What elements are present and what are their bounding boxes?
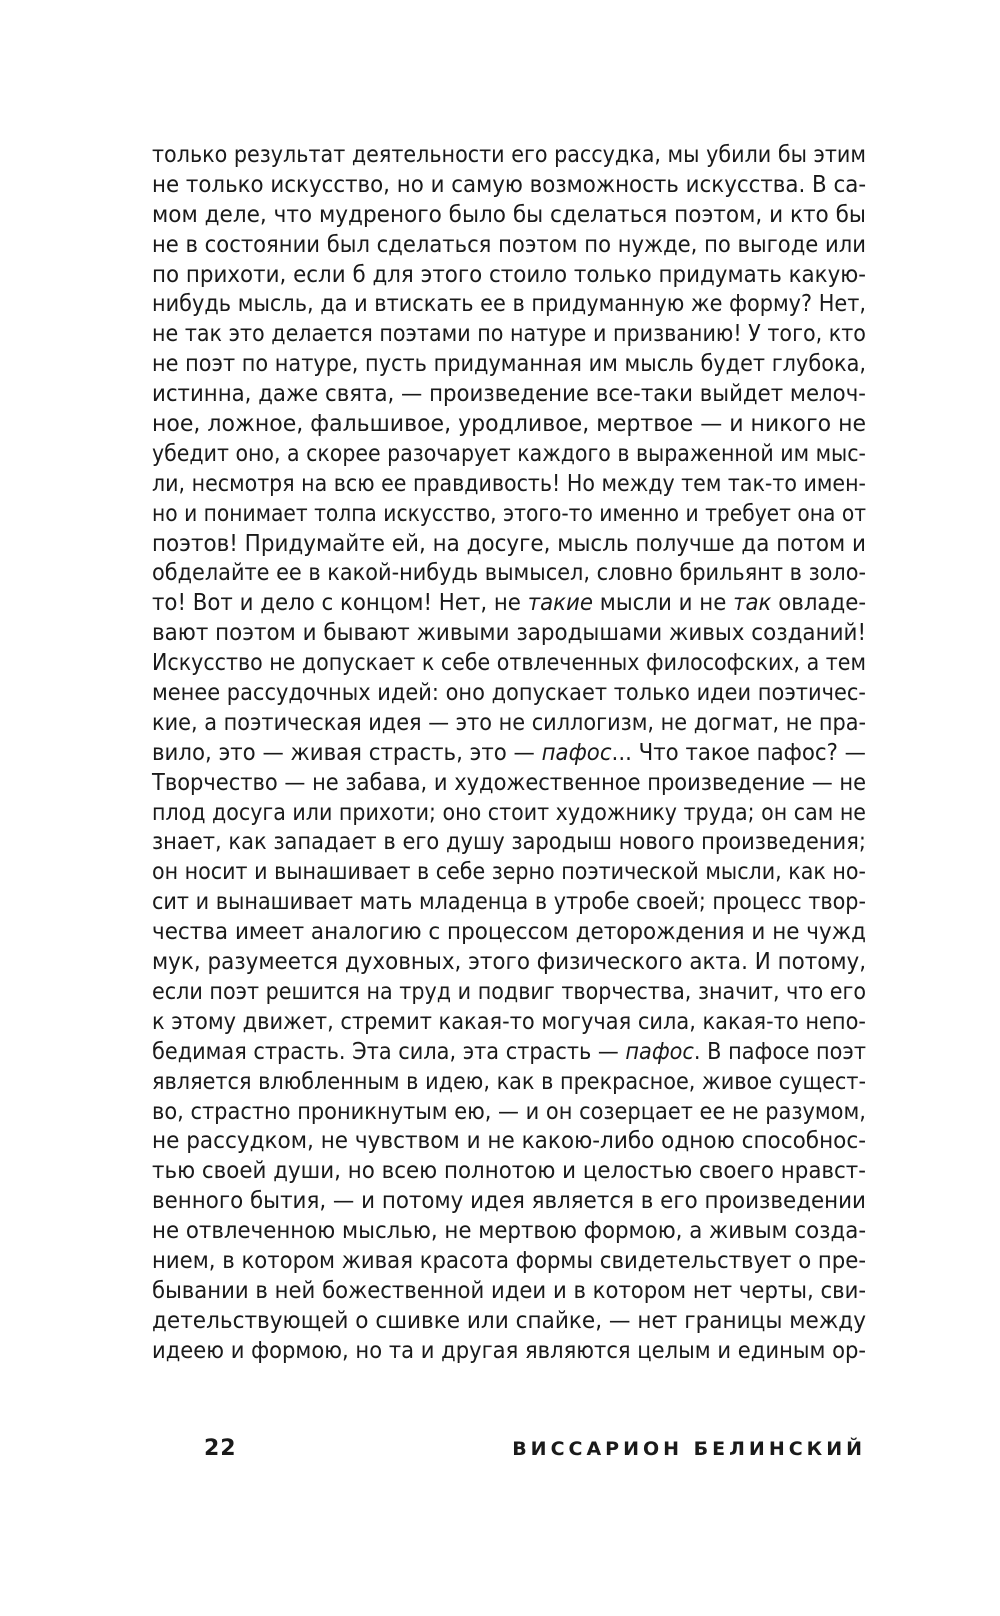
text-line: знает, как западает в его душу зародыш нового произведения; [152,827,866,856]
italic-word: такие [527,588,594,617]
text-line: не только искусство, но и самую возможность искусства. В са- [152,169,867,198]
text-line: не в состоянии был сделаться поэтом по нужде, по выгоде или [152,229,866,258]
text-line: бывании в ней божественной идеи и в котором нет черты, сви- [152,1275,867,1304]
text-segment: вило, это — живая страсть, это — [152,737,542,766]
text-line-with-italics [152,738,866,768]
text-line-with-italics [152,588,866,618]
text-line: во, страстно проникнутым ею, — и он созерцает ее не разумом, [152,1096,866,1125]
text-segment: ... Что такое пафос? — [611,737,866,766]
text-line: плод досуга или прихоти; оно стоит художнику труда; он сам не [152,797,866,826]
text-line: вают поэтом и бывают живыми зародышами живых созданий! [152,618,867,647]
text-line: он носит и вынашивает в себе зерно поэтической мысли, как но- [152,857,866,886]
text-segment: бедимая страсть. Эта сила, эта страсть — [152,1036,626,1065]
text-line: истинна, даже свята, — произведение все-таки выйдет мелоч- [152,379,866,408]
page-footer [152,1436,866,1466]
text-line: не так это делается поэтами по натуре и призванию! У того, кто [152,319,866,348]
text-segment: . В пафосе поэт [693,1036,867,1065]
italic-word: пафос [541,737,612,766]
text-line: Творчество — не забава, и художественное произведение — не [152,767,867,796]
text-line: ли, несмотря на всю ее правдивость! Но между тем так-то имен- [152,468,866,497]
text-line: тью своей души, но всею полнотою и целостью своего нравст- [152,1156,866,1185]
text-line: мук, разумеется духовных, этого физического акта. И потому, [152,947,867,976]
text-line: убедит оно, а скорее разочарует каждого в выраженной им мыс- [152,438,866,467]
text-line: венного бытия, — и потому идея является в его произведении [152,1186,866,1215]
text-segment: мысли и не [593,588,734,617]
text-line: мом деле, что мудреного было бы сделаться поэтом, и кто бы [152,199,866,228]
text-line: если поэт решится на труд и подвиг творчества, значит, что его [152,976,867,1005]
text-line: является влюбленным в идею, как в прекрасное, живое сущест- [152,1066,866,1095]
text-line: поэтов! Придумайте ей, на досуге, мысль получше да потом и [152,528,866,557]
text-line-with-italics [152,1037,866,1067]
text-line: не рассудком, не чувством и не какою-либо одною способнос- [152,1126,867,1155]
text-line: менее рассудочных идей: оно допускает только идеи поэтичес- [152,678,866,707]
text-line: идеею и формою, но та и другая являются целым и единым ор- [152,1335,867,1364]
text-line: нибудь мысль, да и втискать ее в придуманную же форму? Нет, [152,289,867,318]
text-line: сит и вынашивает мать младенца в утробе своей; процесс твор- [152,887,866,916]
text-line: обделайте ее в какой-нибудь вымысел, словно брильянт в золо- [152,558,867,587]
text-line: к этому движет, стремит какая-то могучая сила, какая-то непо- [152,1006,866,1035]
text-line: нием, в котором живая красота формы свидетельствует о пре- [152,1245,866,1274]
italic-word: так [733,588,772,617]
text-segment: то! Вот и дело с концом! Нет, не [152,588,528,617]
text-line: детельствующей о сшивке или спайке, — нет границы между [152,1305,867,1334]
text-line: не поэт по натуре, пусть придуманная им мысль будет глубока, [152,349,867,378]
text-line: но и понимает толпа искусство, этого-то именно и требует она от [152,498,867,527]
text-line: по прихоти, если б для этого стоило только придумать какую- [152,259,867,288]
text-line: не отвлеченною мыслью, не мертвою формою, а живым созда- [152,1216,867,1245]
italic-word: пафос [625,1036,694,1065]
page-number: 22 [204,1436,237,1461]
text-line: чества имеет аналогию с процессом деторождения и не чужд [152,917,866,946]
text-line: Искусство не допускает к себе отвлеченных философских, а тем [152,648,866,677]
text-segment: овладе- [771,588,867,617]
text-line: ное, ложное, фальшивое, уродливое, мертвое — и никого не [152,409,867,438]
running-head-author: ВИССАРИОН БЕЛИНСКИЙ [512,1438,866,1460]
text-line: кие, а поэтическая идея — это не силлогизм, не догмат, не пра- [152,707,867,736]
body-text [152,140,866,1366]
text-line: только результат деятельности его рассудка, мы убили бы этим [152,140,866,168]
